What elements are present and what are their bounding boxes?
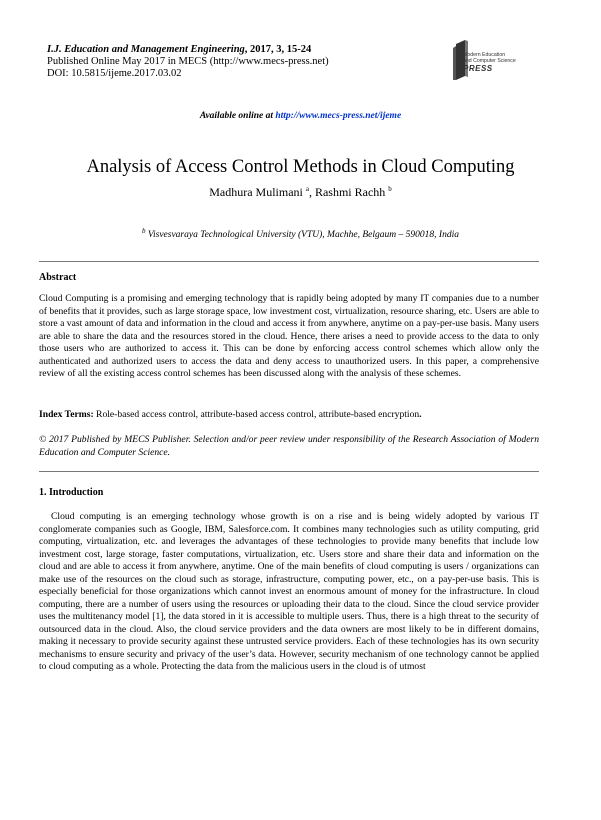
authors: Madhura Mulimani $^a$, Rashmi Rachh $^b$ <box>209 185 392 199</box>
logo-wordmark: Modern Education and Computer Science <box>463 52 516 64</box>
doi-line: DOI: 10.5815/ijeme.2017.03.02 <box>47 68 182 79</box>
journal-volume: , 2017, 3, 15-24 <box>244 44 312 55</box>
abstract-text: Cloud Computing is a promising and emerging technology that is rapidly being adopted by many IT companies due to a number of benefits that it provides, such as large storage space, low investment cost, virtualization, resource sharing, etc. Users are able to store a vast amount of data and information in the cloud and access it from anywhere, anytime on a pay-per-use basis. Many users are able to share the data and the resources stored in the cloud. Hence, there arises a need to provide access to the data to only those users who are authorized to access it. This can be done by enforcing access control schemes which allow only the authenticated and authorized users to access the data and deny access to unauthorized users. In this paper, a comprehensive review of all the existing access control schemes has been discussed along with the analysis of these schemes. <box>39 293 539 379</box>
journal-url-link[interactable]: http://www.mecs-press.net/ijeme <box>275 111 402 121</box>
published-line: Published Online May 2017 in MECS (http://www.mecs-press.net) <box>47 56 329 67</box>
copyright-notice: © 2017 Published by MECS Publisher. Selection and/or peer review under responsibility of the Research Association of Modern Education and Computer Science. <box>39 434 539 458</box>
divider-bottom <box>39 471 539 472</box>
introduction-heading: 1. Introduction <box>39 487 104 498</box>
index-terms: Index Terms: Role-based access control, attribute-based access control, attribute-based encryption. <box>39 409 422 420</box>
logo-press: PRESS <box>463 64 493 73</box>
journal-header <box>47 44 329 80</box>
journal-name: I.J. Education and Management Engineering <box>47 44 245 55</box>
availability-line: Available online at http://www.mecs-press.net/ijeme <box>199 111 402 121</box>
divider-top <box>39 261 539 262</box>
author-2: Rashmi Rachh <box>314 185 386 199</box>
affiliation: $^b$ Visvesvaraya Technological University (VTU), Machhe, Belgaum – 590018, India <box>142 227 459 241</box>
author-1: Madhura Mulimani <box>209 185 303 199</box>
introduction-text: Cloud computing is an emerging technology whose growth is on a rise and is being widely adopted by various IT conglomerate companies such as Google, IBM, Salesforce.com. It combines many technologies such as utility computing, grid computing, virtualization, etc. and leverages the advantages of these technologies to provide many benefits that include low investment cost, large storage, faster computations, virtualization, etc. Users store and share their data and information on the cloud and are able to access it from anywhere, anytime. One of the main benefits of cloud computing is users / organizations can make use of the resources on the cloud such as storage, infrastructure, computing power, etc., on a pay-per-use basis. This is especially beneficial for those organizations which cannot invest an enormous amount of money for the infrastructure. In cloud computing, there are a number of users using the resources or uploading their data to the cloud. Since the cloud service provider uses the multitenancy model [1], the data stored in it is accessible to multiple users. Thus, there is a high threat to the security of outsourced data in the cloud. Also, the cloud service providers and the data owners are most likely to be in different domains, making it necessary to provide security against these untrusted service providers. Each of these technologies has its own security mechanisms to ensure security and privacy of the user’s data. However, security mechanism of one technology cannot be applied to cloud computing as a whole. Protecting the data from the malicious users in the cloud is of utmost <box>39 511 539 672</box>
paper-title: Analysis of Access Control Methods in Cloud Computing <box>86 157 515 177</box>
journal-citation <box>47 44 329 56</box>
abstract-heading: Abstract <box>39 272 77 283</box>
